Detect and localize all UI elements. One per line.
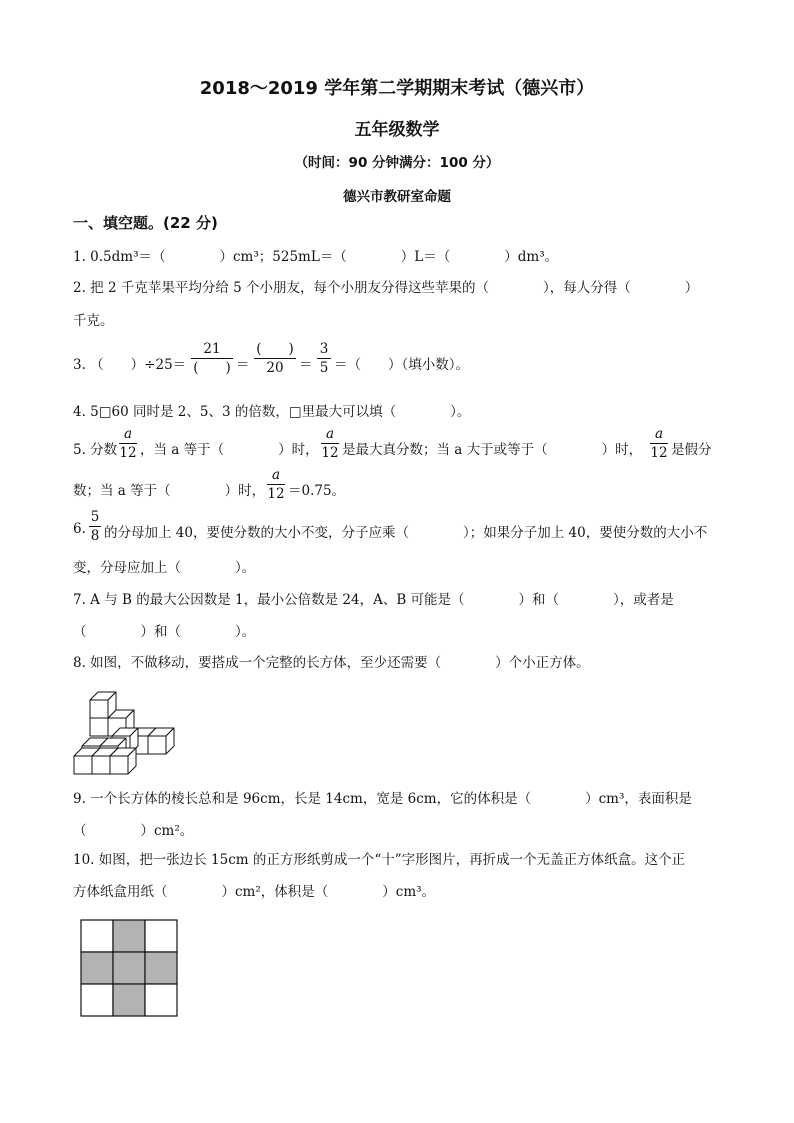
q5-fraction-4-numerator: a	[271, 467, 281, 483]
q3-fraction-1-denominator: ( )	[193, 360, 231, 376]
cube-face	[92, 756, 110, 774]
question-10-line2: 方体纸盒用纸（ ）cm²，体积是（ ）cm³。	[73, 884, 436, 900]
shaded-grid-cell	[145, 952, 177, 984]
blank-grid-cell	[81, 984, 113, 1016]
q5-fraction-4-denominator: 12	[267, 486, 285, 502]
q3-fraction-2-numerator: ( )	[256, 341, 294, 357]
section-heading: 一、填空题。(22 分)	[73, 214, 218, 232]
time-info: （时间：90 分钟满分：100 分）	[294, 155, 500, 171]
question-7-line1: 7. A 与 B 的最大公因数是 1，最小公倍数是 24，A、B 可能是（ ）和（ ），或者是	[73, 592, 674, 608]
question-1: 1. 0.5dm³＝（ ）cm³；525mL＝（ ）L＝（ ）dm³。	[73, 249, 559, 265]
q5-fraction-2	[320, 425, 340, 462]
page-subtitle: 五年级数学	[354, 120, 440, 140]
cube-face	[148, 736, 166, 754]
cube-face	[90, 700, 108, 718]
q3-fraction-3-denominator: 5	[319, 360, 329, 376]
q5-fraction-2-denominator: 12	[321, 445, 339, 461]
q6-fraction-denominator: 8	[90, 528, 100, 544]
shaded-grid-cell	[113, 952, 145, 984]
question-6-line1: 的分母加上 40，要使分数的大小不变，分子应乘（ ）；如果分子加上 40，要使分数的大小不	[104, 525, 708, 541]
question-2-line1: 2. 把 2 千克苹果平均分给 5 个小朋友，每个小朋友分得这些苹果的（ ），每人分得（ ）	[73, 280, 699, 296]
blank-grid-cell	[145, 984, 177, 1016]
question-3-end: ＝（ ）（填小数）。	[334, 357, 469, 373]
q3-fraction-3	[316, 340, 332, 377]
question-7-line2: （ ）和（ ）。	[73, 624, 256, 640]
question-6-line2: 变，分母应加上（ ）。	[73, 560, 256, 576]
q5-fraction-1	[118, 425, 138, 462]
q3-fraction-2-denominator: 20	[266, 360, 284, 376]
page-title: 2018～2019 学年第二学期期末考试（德兴市）	[199, 78, 595, 99]
question-9-line1: 9. 一个长方体的棱长总和是 96cm，长是 14cm，宽是 6cm，它的体积是（ ）cm³，表面积是	[73, 791, 692, 807]
q5-fraction-2-numerator: a	[325, 426, 335, 442]
shaded-grid-cell	[113, 984, 145, 1016]
q3-equals-1: ＝	[236, 357, 250, 373]
shaded-grid-cell	[81, 952, 113, 984]
q3-fraction-1-numerator: 21	[203, 341, 221, 357]
question-9-line2: （ ）cm²。	[73, 823, 194, 839]
blank-grid-cell	[145, 920, 177, 952]
cube-stack-figure	[68, 684, 188, 778]
q5-fraction-4	[266, 466, 286, 503]
q5-fraction-3-denominator: 12	[650, 445, 668, 461]
q5-fraction-3	[649, 425, 669, 462]
cube-face	[74, 756, 92, 774]
q5-fraction-1-denominator: 12	[119, 445, 137, 461]
question-5-a: 5. 分数	[73, 442, 118, 458]
q3-fraction-1	[190, 340, 234, 377]
question-8: 8. 如图，不做移动，要搭成一个完整的长方体，至少还需要（ ）个小正方体。	[73, 655, 590, 671]
question-6-prefix: 6.	[73, 521, 86, 537]
cube-face	[110, 756, 128, 774]
cube-face	[90, 718, 108, 736]
question-5-b: ，当 a 等于（ ）时，	[140, 442, 319, 458]
q6-fraction-numerator: 5	[90, 509, 100, 525]
cross-grid-figure	[79, 918, 179, 1018]
q5-fraction-1-numerator: a	[123, 426, 133, 442]
author-line: 德兴市教研室命题	[343, 189, 451, 205]
question-5-f: ＝0.75。	[288, 483, 346, 499]
question-5-d: 是假分	[671, 442, 712, 458]
q3-fraction-3-numerator: 3	[319, 341, 329, 357]
question-2-line2: 千克。	[73, 313, 114, 329]
blank-grid-cell	[81, 920, 113, 952]
question-4: 4. 5□60 同时是 2、5、3 的倍数，□里最大可以填（ ）。	[73, 404, 471, 420]
q3-equals-2: ＝	[299, 357, 313, 373]
q5-fraction-3-numerator: a	[654, 426, 664, 442]
shaded-grid-cell	[113, 920, 145, 952]
question-5-c: 是最大真分数；当 a 大于或等于（ ）时，	[342, 442, 643, 458]
q3-fraction-2	[253, 340, 297, 377]
question-3-start: 3. （ ）÷25＝	[73, 357, 187, 373]
question-10-line1: 10. 如图，把一张边长 15cm 的正方形纸剪成一个“十”字形图片，再折成一个无盖正方体纸盒。这个正	[73, 852, 686, 868]
question-5-e: 数；当 a 等于（ ）时，	[73, 483, 266, 499]
q6-fraction	[88, 508, 102, 545]
